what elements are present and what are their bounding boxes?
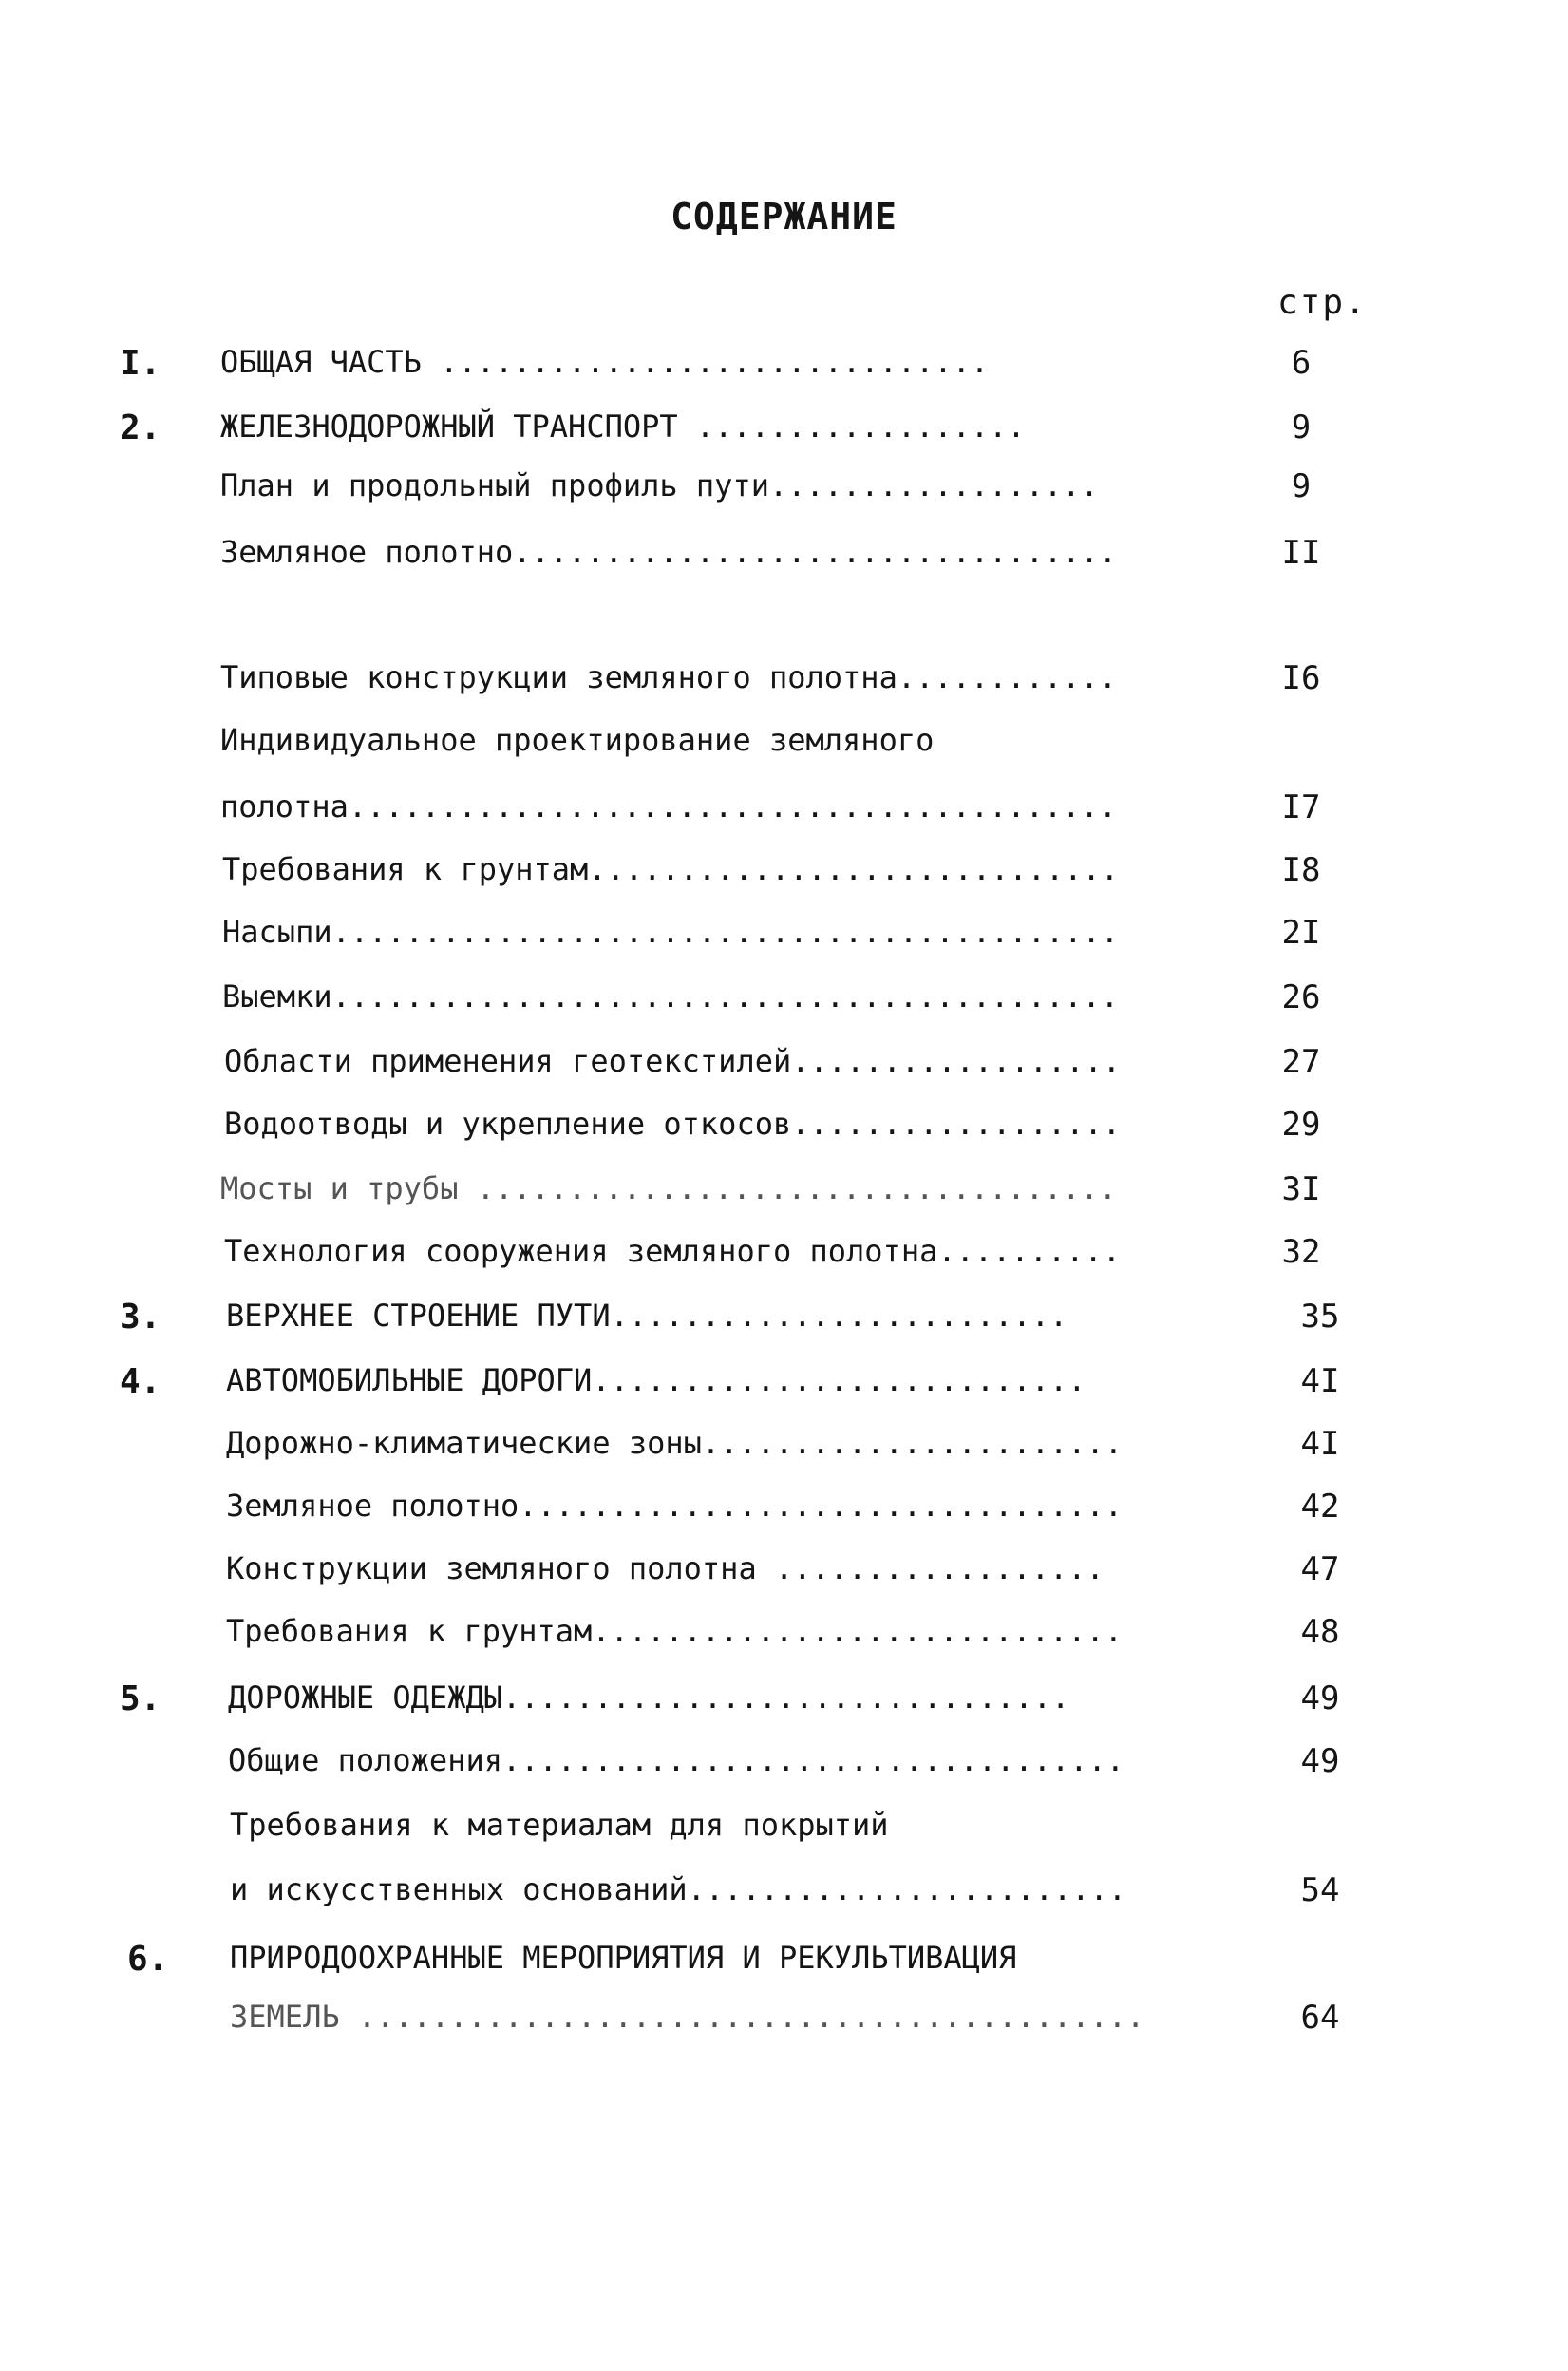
toc-entry-text: Требования к грунтам............................. (226, 1613, 1124, 1649)
toc-entry (0, 1679, 1568, 1723)
toc-entry-text: Индивидуальное проектирование земляного (220, 722, 935, 758)
toc-entry-text: Технология сооружения земляного полотна.......... (224, 1233, 1122, 1269)
toc-entry-page: 6 (1291, 344, 1312, 382)
toc-entry-page: 49 (1300, 1679, 1340, 1717)
toc-entry-number: 6. (127, 1940, 169, 1979)
toc-entry-page: 47 (1300, 1550, 1340, 1588)
toc-entry-page: 42 (1300, 1488, 1340, 1526)
toc-entry (0, 1807, 1568, 1850)
toc-entry-page: I6 (1281, 659, 1321, 697)
toc-entry (0, 1742, 1568, 1786)
toc-entry-text: полотна.......................................... (220, 788, 1118, 825)
toc-entry (0, 1613, 1568, 1657)
toc-entry (0, 1550, 1568, 1594)
toc-entry-number: 2. (120, 408, 161, 447)
toc-entry-text: Земляное полотно................................. (226, 1488, 1124, 1524)
toc-entry (0, 722, 1568, 766)
toc-entry-page: 9 (1291, 408, 1312, 446)
toc-entry-number: 4. (120, 1362, 161, 1401)
toc-entry-page: 4I (1300, 1362, 1340, 1400)
toc-entry (0, 659, 1568, 703)
toc-entry-page: 3I (1281, 1170, 1321, 1208)
page-column-header: стр. (1277, 283, 1368, 322)
toc-entry-text: Общие положения.................................. (228, 1742, 1125, 1778)
toc-entry-page: I7 (1281, 788, 1321, 826)
page-title: СОДЕРЖАНИЕ (671, 196, 897, 237)
toc-entry (0, 467, 1568, 511)
toc-entry-text: Насыпи........................................... (222, 914, 1120, 950)
toc-entry (0, 851, 1568, 895)
toc-entry-page: 49 (1300, 1742, 1340, 1780)
toc-entry-page: 64 (1300, 1999, 1340, 2037)
toc-entry-text: ПРИРОДООХРАННЫЕ МЕРОПРИЯТИЯ И РЕКУЛЬТИВАЦИЯ (230, 1940, 1017, 1976)
toc-entry-page: 32 (1281, 1233, 1321, 1271)
toc-entry-page: 9 (1291, 467, 1312, 505)
toc-entry-text: План и продольный профиль пути.................. (220, 467, 1099, 503)
toc-entry (0, 1871, 1568, 1915)
toc-entry (0, 534, 1568, 578)
toc-entry-page: 54 (1300, 1871, 1340, 1909)
toc-entry (0, 1940, 1568, 1983)
toc-entry-text: Области применения геотекстилей.................. (224, 1043, 1122, 1079)
toc-entry-text: ДОРОЖНЫЕ ОДЕЖДЫ............................... (228, 1679, 1070, 1716)
toc-entry-page: 29 (1281, 1106, 1321, 1144)
toc-entry-text: и искусственных оснований........................ (230, 1871, 1127, 1907)
toc-entry (0, 914, 1568, 958)
toc-entry-page: I8 (1281, 851, 1321, 889)
toc-entry-text: Земляное полотно................................. (220, 534, 1118, 570)
toc-entry (0, 1999, 1568, 2042)
toc-entry (0, 1425, 1568, 1469)
toc-entry-page: 2I (1281, 914, 1321, 952)
toc-entry-text: Конструкции земляного полотна .................. (226, 1550, 1105, 1586)
toc-entry (0, 1106, 1568, 1149)
toc-entry-number: I. (120, 344, 161, 383)
toc-entry-number: 3. (120, 1298, 161, 1337)
toc-entry-text: ВЕРХНЕЕ СТРОЕНИЕ ПУТИ......................... (226, 1298, 1068, 1334)
toc-entry-text: ЗЕМЕЛЬ ........................................... (230, 1999, 1145, 2035)
toc-entry-text: Выемки........................................... (222, 978, 1120, 1015)
toc-entry-page: 35 (1300, 1298, 1340, 1336)
toc-entry-page: 4I (1300, 1425, 1340, 1463)
toc-entry-text: Дорожно-климатические зоны....................... (226, 1425, 1124, 1461)
toc-entry (0, 1488, 1568, 1531)
toc-entry (0, 1233, 1568, 1277)
toc-entry-page: 27 (1281, 1043, 1321, 1081)
toc-entry-text: АВТОМОБИЛЬНЫЕ ДОРОГИ........................... (226, 1362, 1086, 1398)
toc-entry (0, 1298, 1568, 1341)
toc-entry-number: 5. (120, 1679, 161, 1718)
toc-entry-text: Требования к грунтам............................. (222, 851, 1120, 887)
toc-entry (0, 1170, 1568, 1214)
toc-entry-page: II (1281, 534, 1321, 572)
toc-entry-page: 26 (1281, 978, 1321, 1016)
toc-entry-text: Требования к материалам для покрытий (230, 1807, 889, 1843)
toc-entry (0, 978, 1568, 1022)
toc-entry-text: ОБЩАЯ ЧАСТЬ .............................. (220, 344, 990, 380)
toc-entry (0, 788, 1568, 832)
toc-entry (0, 1362, 1568, 1406)
toc-entry-text: Водоотводы и укрепление откосов.................. (224, 1106, 1122, 1142)
toc-entry (0, 1043, 1568, 1087)
toc-entry-text: Типовые конструкции земляного полотна............ (220, 659, 1118, 695)
toc-entry (0, 408, 1568, 452)
toc-entry-page: 48 (1300, 1613, 1340, 1651)
toc-entry (0, 344, 1568, 388)
toc-entry-text: ЖЕЛЕЗНОДОРОЖНЫЙ ТРАНСПОРТ .................. (220, 408, 1026, 445)
toc-entry-text: Мосты и трубы ................................... (220, 1170, 1118, 1206)
